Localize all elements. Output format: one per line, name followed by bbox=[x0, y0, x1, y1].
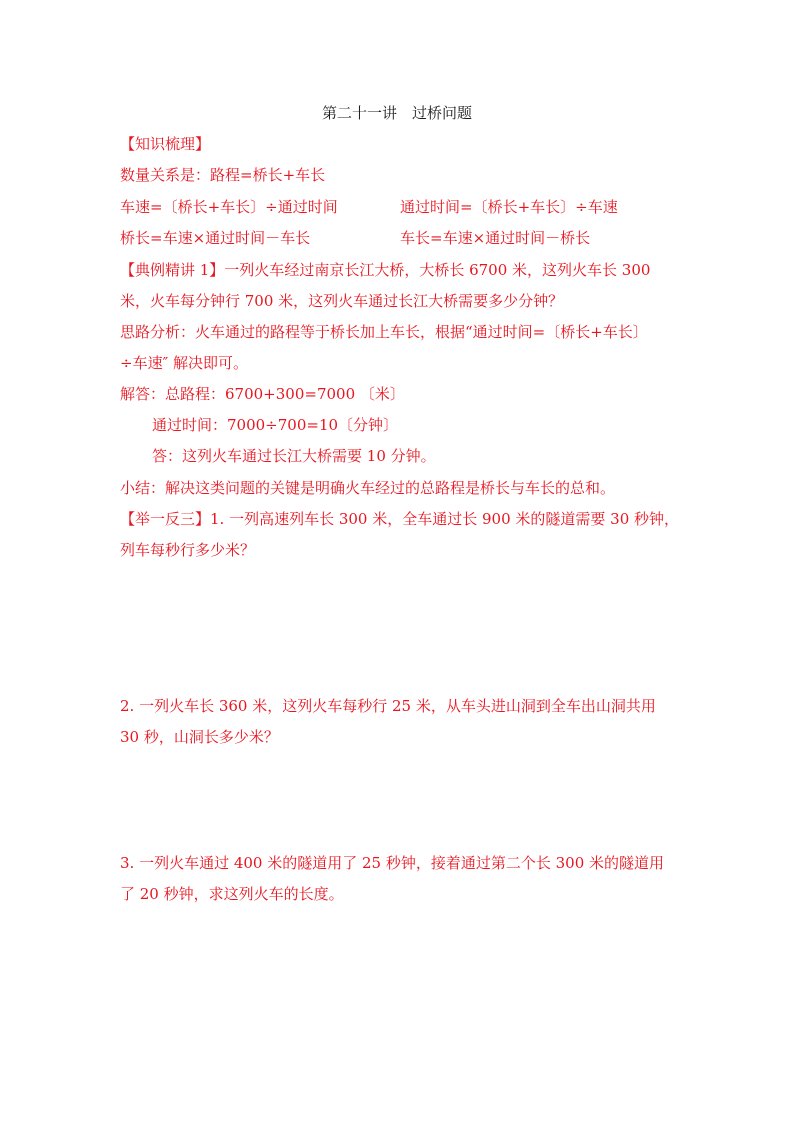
page-title: 第二十一讲 过桥问题 bbox=[321, 104, 472, 122]
formula-time: 通过时间=〔桥长+车长〕÷车速 bbox=[400, 198, 618, 216]
practice-q1-line1: 【举一反三】1. 一列高速列车长 300 米，全车通过长 900 米的隧道需要 30 秒钟， bbox=[120, 510, 680, 528]
example-question-line2: 米，火车每分钟行 700 米，这列火车通过长江大桥需要多少分钟？ bbox=[120, 292, 564, 310]
analysis-line2: ÷车速″ 解决即可。 bbox=[120, 354, 248, 372]
practice-q1-line2: 列车每秒行多少米？ bbox=[120, 541, 256, 559]
practice-q2-line2: 30 秒，山洞长多少米？ bbox=[120, 728, 279, 746]
solution-line2: 通过时间：7000÷700=10〔分钟〕 bbox=[152, 416, 399, 434]
analysis-line1: 思路分析：火车通过的路程等于桥长加上车长，根据“通过时间=〔桥长+车长〕 bbox=[120, 323, 648, 341]
formula-bridge-length: 桥长=车速×通过时间－车长 bbox=[120, 229, 311, 247]
solution-line1: 解答：总路程：6700+300=7000 〔米〕 bbox=[120, 385, 405, 403]
practice-q2-line1: 2. 一列火车长 360 米，这列火车每秒行 25 米，从车头进山洞到全车出山洞共用 bbox=[120, 697, 656, 715]
example-question-line1: 【典例精讲 1】一列火车经过南京长江大桥，大桥长 6700 米，这列火车长 300 bbox=[120, 261, 651, 279]
practice-q3-line1: 3. 一列火车通过 400 米的隧道用了 25 秒钟，接着通过第二个长 300 米的隧道用 bbox=[120, 854, 665, 872]
knowledge-heading: 【知识梳理】 bbox=[120, 135, 211, 153]
formula-speed: 车速=〔桥长+车长〕÷通过时间 bbox=[120, 198, 338, 216]
quantity-relation: 数量关系是：路程=桥长+车长 bbox=[120, 166, 326, 184]
practice-q3-line2: 了 20 秒钟，求这列火车的长度。 bbox=[120, 885, 344, 903]
formula-train-length: 车长=车速×通过时间－桥长 bbox=[400, 229, 591, 247]
solution-answer: 答：这列火车通过长江大桥需要 10 分钟。 bbox=[152, 447, 436, 465]
summary: 小结：解决这类问题的关键是明确火车经过的总路程是桥长与车长的总和。 bbox=[120, 479, 616, 497]
